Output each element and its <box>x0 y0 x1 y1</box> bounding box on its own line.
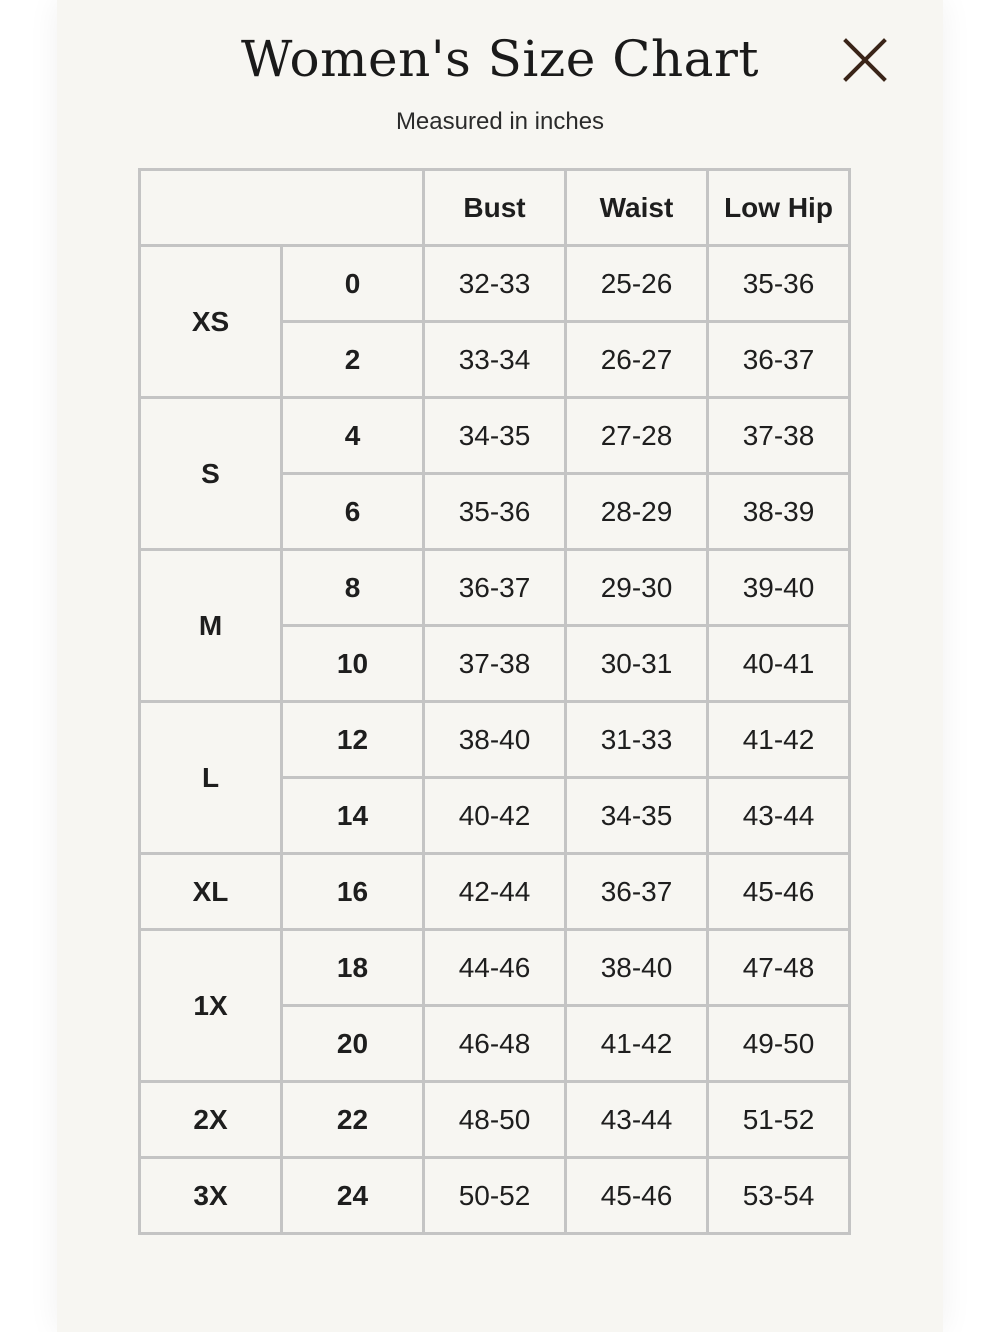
waist-cell: 25-26 <box>566 246 708 322</box>
close-button[interactable] <box>840 35 890 85</box>
header-low-hip: Low Hip <box>708 170 850 246</box>
low-hip-cell: 40-41 <box>708 626 850 702</box>
bust-cell: 50-52 <box>424 1158 566 1234</box>
numeric-size-cell: 18 <box>282 930 424 1006</box>
waist-cell: 43-44 <box>566 1082 708 1158</box>
size-group-label: L <box>140 702 282 854</box>
waist-cell: 41-42 <box>566 1006 708 1082</box>
waist-cell: 34-35 <box>566 778 708 854</box>
waist-cell: 38-40 <box>566 930 708 1006</box>
size-group-label: 3X <box>140 1158 282 1234</box>
size-chart-modal <box>57 0 943 1332</box>
waist-cell: 28-29 <box>566 474 708 550</box>
low-hip-cell: 53-54 <box>708 1158 850 1234</box>
numeric-size-cell: 24 <box>282 1158 424 1234</box>
bust-cell: 33-34 <box>424 322 566 398</box>
bust-cell: 34-35 <box>424 398 566 474</box>
numeric-size-cell: 14 <box>282 778 424 854</box>
waist-cell: 36-37 <box>566 854 708 930</box>
low-hip-cell: 47-48 <box>708 930 850 1006</box>
waist-cell: 26-27 <box>566 322 708 398</box>
bust-cell: 32-33 <box>424 246 566 322</box>
numeric-size-cell: 2 <box>282 322 424 398</box>
header-empty-cell <box>140 170 424 246</box>
size-group-label: 1X <box>140 930 282 1082</box>
bust-cell: 35-36 <box>424 474 566 550</box>
waist-cell: 27-28 <box>566 398 708 474</box>
bust-cell: 38-40 <box>424 702 566 778</box>
bust-cell: 36-37 <box>424 550 566 626</box>
waist-cell: 45-46 <box>566 1158 708 1234</box>
size-group-label: M <box>140 550 282 702</box>
low-hip-cell: 41-42 <box>708 702 850 778</box>
numeric-size-cell: 16 <box>282 854 424 930</box>
modal-subtitle: Measured in inches <box>395 108 605 135</box>
low-hip-cell: 45-46 <box>708 854 850 930</box>
numeric-size-cell: 6 <box>282 474 424 550</box>
low-hip-cell: 35-36 <box>708 246 850 322</box>
bust-cell: 48-50 <box>424 1082 566 1158</box>
numeric-size-cell: 4 <box>282 398 424 474</box>
size-group-label: XL <box>140 854 282 930</box>
table-row <box>140 854 850 930</box>
numeric-size-cell: 8 <box>282 550 424 626</box>
numeric-size-cell: 20 <box>282 1006 424 1082</box>
table-row <box>140 1158 850 1234</box>
size-group-label: S <box>140 398 282 550</box>
numeric-size-cell: 22 <box>282 1082 424 1158</box>
bust-cell: 37-38 <box>424 626 566 702</box>
low-hip-cell: 49-50 <box>708 1006 850 1082</box>
table-row <box>140 1082 850 1158</box>
table-row <box>140 550 850 626</box>
table-body <box>140 246 850 1234</box>
low-hip-cell: 38-39 <box>708 474 850 550</box>
bust-cell: 46-48 <box>424 1006 566 1082</box>
size-group-label: XS <box>140 246 282 398</box>
waist-cell: 31-33 <box>566 702 708 778</box>
header-bust: Bust <box>424 170 566 246</box>
close-icon <box>840 35 890 85</box>
table-row <box>140 246 850 322</box>
low-hip-cell: 51-52 <box>708 1082 850 1158</box>
bust-cell: 42-44 <box>424 854 566 930</box>
numeric-size-cell: 12 <box>282 702 424 778</box>
size-group-label: 2X <box>140 1082 282 1158</box>
numeric-size-cell: 10 <box>282 626 424 702</box>
waist-cell: 30-31 <box>566 626 708 702</box>
low-hip-cell: 43-44 <box>708 778 850 854</box>
size-table <box>138 168 851 1235</box>
header-waist: Waist <box>566 170 708 246</box>
bust-cell: 44-46 <box>424 930 566 1006</box>
waist-cell: 29-30 <box>566 550 708 626</box>
modal-title: Women's Size Chart <box>241 30 759 88</box>
low-hip-cell: 37-38 <box>708 398 850 474</box>
table-header-row <box>140 170 850 246</box>
numeric-size-cell: 0 <box>282 246 424 322</box>
table-row <box>140 702 850 778</box>
table-row <box>140 398 850 474</box>
low-hip-cell: 36-37 <box>708 322 850 398</box>
table-row <box>140 930 850 1006</box>
bust-cell: 40-42 <box>424 778 566 854</box>
low-hip-cell: 39-40 <box>708 550 850 626</box>
